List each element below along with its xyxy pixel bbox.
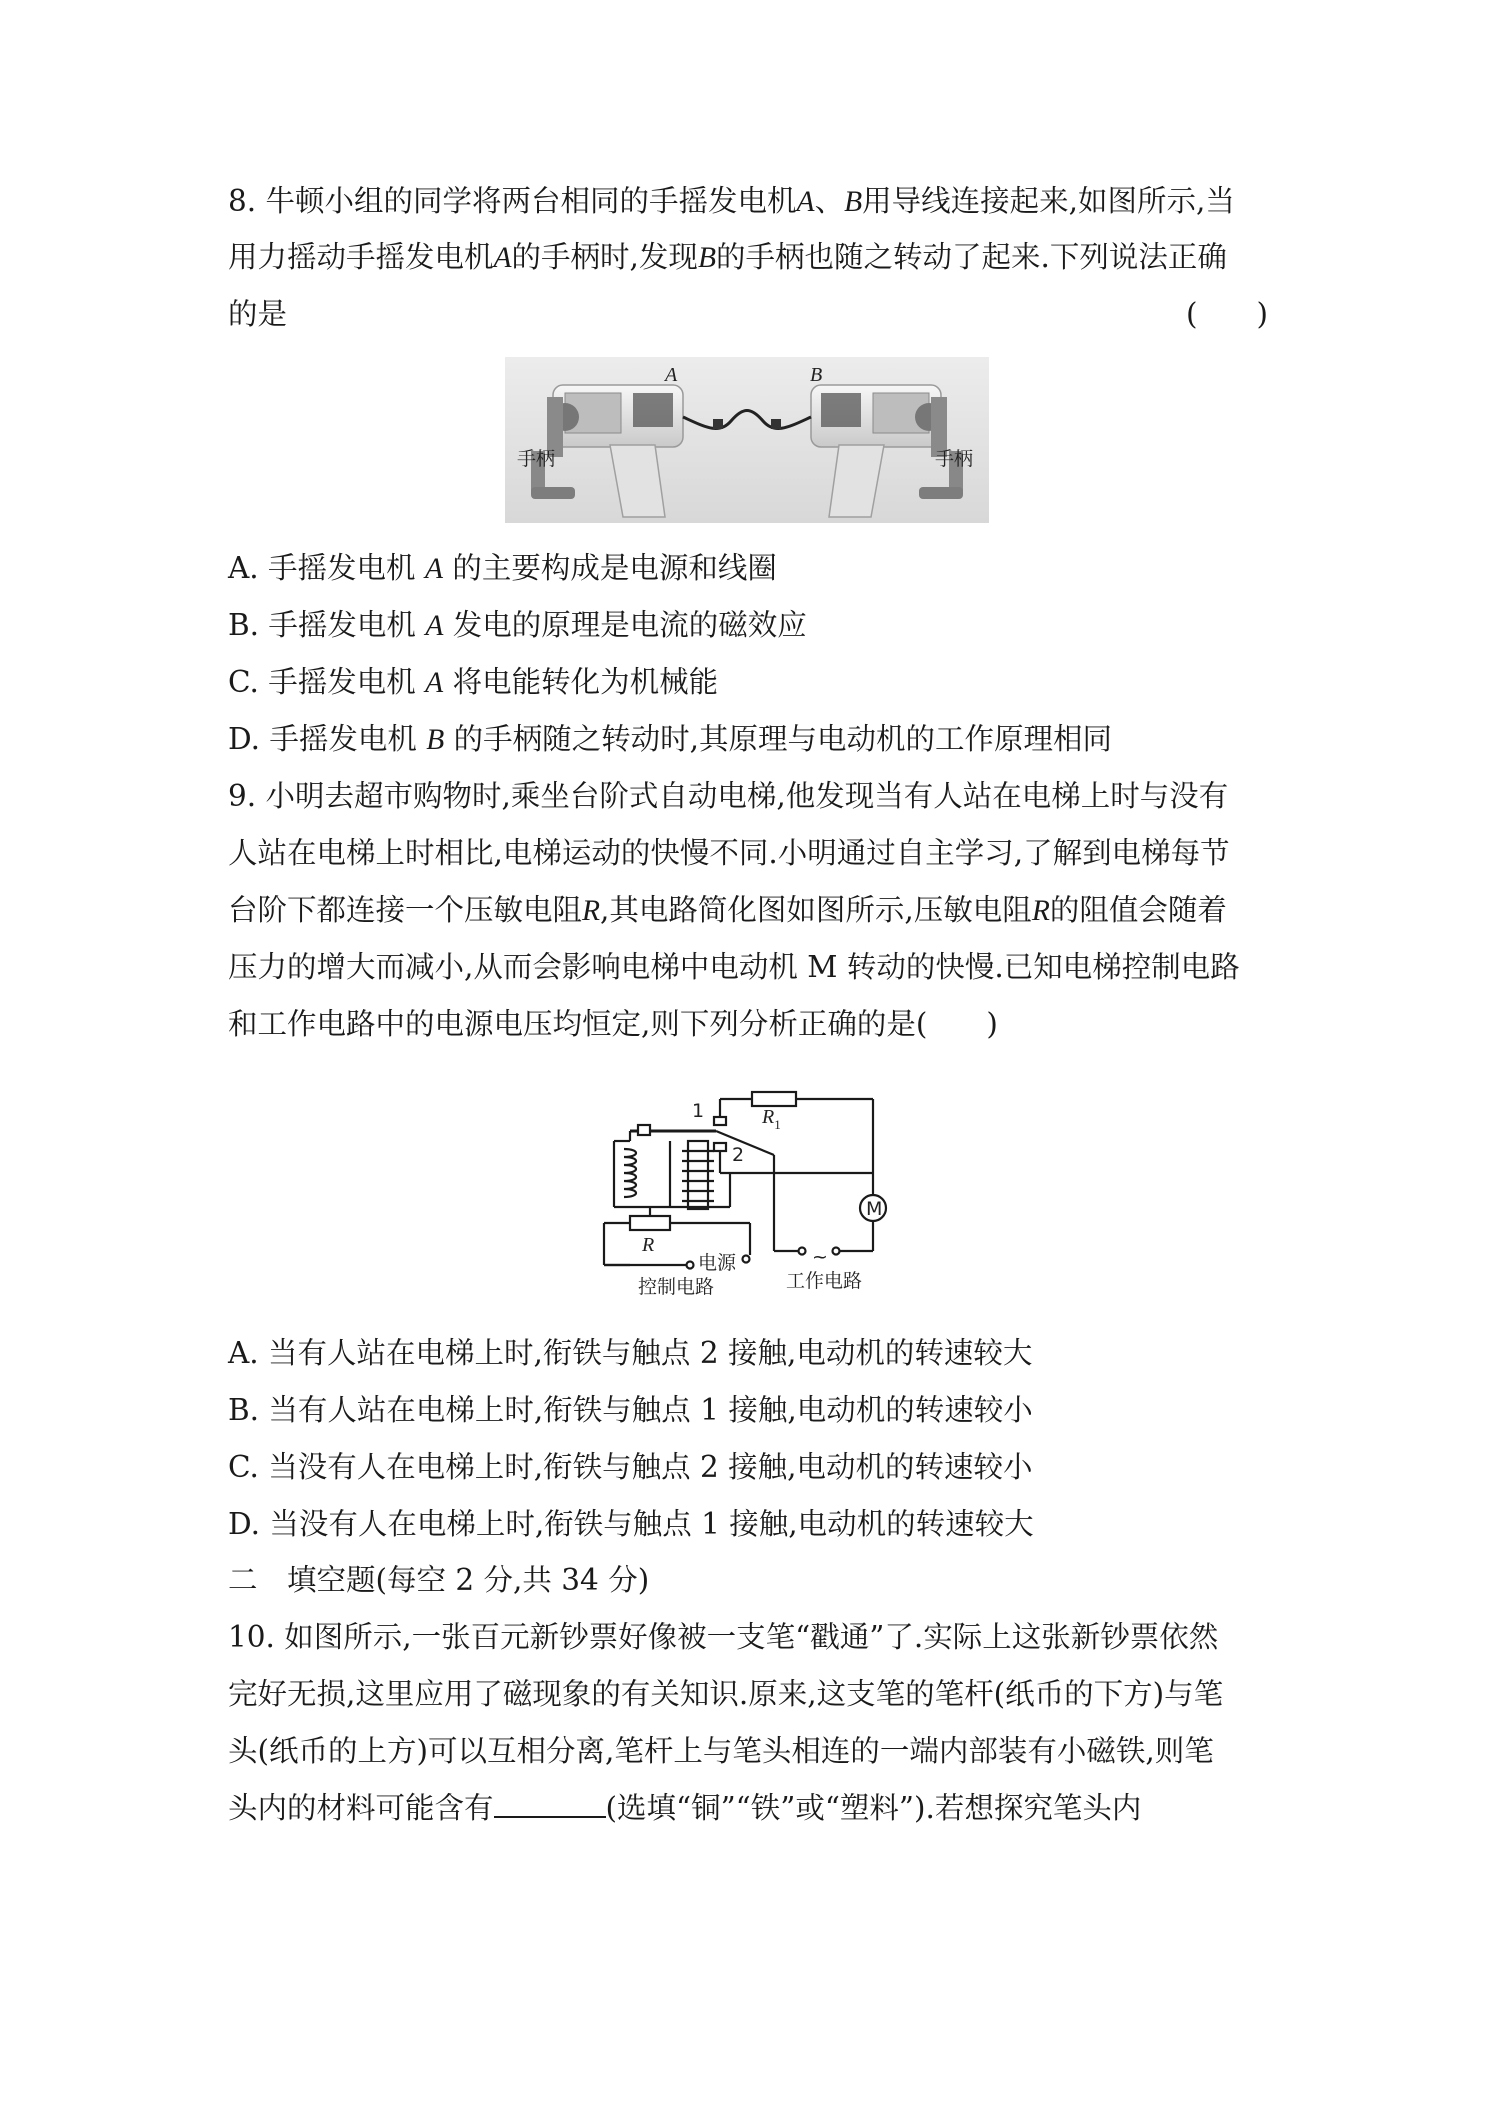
section-2-heading: 二 填空题(每空 2 分,共 34 分) xyxy=(228,1563,650,1597)
q8-line-2: 用力摇动手摇发电机A的手柄时,发现B的手柄也随之转动了起来.下列说法正确 xyxy=(228,240,1227,274)
q9-line-4: 压力的增大而减小,从而会影响电梯中电动机 M 转动的快慢.已知电梯控制电路 xyxy=(228,950,1240,984)
r-label: R xyxy=(642,1234,655,1256)
ac-label: ~ xyxy=(812,1246,828,1268)
label-a: A xyxy=(665,364,678,386)
q9-circuit-diagram xyxy=(590,1075,908,1303)
q10-line-2: 完好无损,这里应用了磁现象的有关知识.原来,这支笔的笔杆(纸币的下方)与笔 xyxy=(228,1677,1224,1711)
q9-line-5: 和工作电路中的电源电压均恒定,则下列分析正确的是( ) xyxy=(228,1007,998,1041)
q9-line-3: 台阶下都连接一个压敏电阻R,其电路简化图如图所示,压敏电阻R的阻值会随着 xyxy=(228,893,1227,927)
label-b: B xyxy=(810,364,823,386)
q8-option-c: C. 手摇发电机 A 将电能转化为机械能 xyxy=(228,665,719,699)
q10-line-3: 头(纸币的上方)可以互相分离,笔杆上与笔头相连的一端内部装有小磁铁,则笔 xyxy=(228,1734,1214,1768)
q10-answer-blank[interactable] xyxy=(494,1790,606,1818)
q9-option-c: C. 当没有人在电梯上时,衔铁与触点 2 接触,电动机的转速较小 xyxy=(228,1450,1033,1484)
q8-option-d: D. 手摇发电机 B 的手柄随之转动时,其原理与电动机的工作原理相同 xyxy=(228,722,1113,756)
label-handle-left: 手柄 xyxy=(517,448,556,470)
q9-option-b: B. 当有人站在电梯上时,衔铁与触点 1 接触,电动机的转速较小 xyxy=(228,1393,1033,1427)
q8-line-3: 的是 xyxy=(228,297,288,331)
control-circuit-label: 控制电路 xyxy=(638,1276,715,1298)
q9-line-1: 9. 小明去超市购物时,乘坐台阶式自动电梯,他发现当有人站在电梯上时与没有 xyxy=(228,779,1229,813)
q10-line-4: 头内的材料可能含有 (选填“铜”“铁”或“塑料”).若想探究笔头内 xyxy=(228,1791,1142,1825)
contact-1-label: 1 xyxy=(692,1100,705,1122)
q8-line-1: 8. 牛顿小组的同学将两台相同的手摇发电机A、B用导线连接起来,如图所示,当 xyxy=(228,184,1235,218)
q8-answer-paren: ( ) xyxy=(1185,297,1268,331)
q8-option-a: A. 手摇发电机 A 的主要构成是电源和线圈 xyxy=(228,551,777,585)
motor-label: M xyxy=(866,1198,883,1220)
power-label: 电源 xyxy=(698,1252,737,1274)
q10-line-1: 10. 如图所示,一张百元新钞票好像被一支笔“戳通”了.实际上这张新钞票依然 xyxy=(228,1620,1219,1654)
q9-option-a: A. 当有人站在电梯上时,衔铁与触点 2 接触,电动机的转速较大 xyxy=(228,1336,1033,1370)
label-handle-right: 手柄 xyxy=(935,448,974,470)
q9-option-d: D. 当没有人在电梯上时,衔铁与触点 1 接触,电动机的转速较大 xyxy=(228,1507,1034,1541)
q8-generator-photo xyxy=(505,357,989,523)
q8-option-b: B. 手摇发电机 A 发电的原理是电流的磁效应 xyxy=(228,608,807,642)
contact-2-label: 2 xyxy=(732,1144,745,1166)
r1-label: $R_1$ xyxy=(762,1106,781,1132)
work-circuit-label: 工作电路 xyxy=(786,1270,863,1292)
q9-line-2: 人站在电梯上时相比,电梯运动的快慢不同.小明通过自主学习,了解到电梯每节 xyxy=(228,836,1230,870)
